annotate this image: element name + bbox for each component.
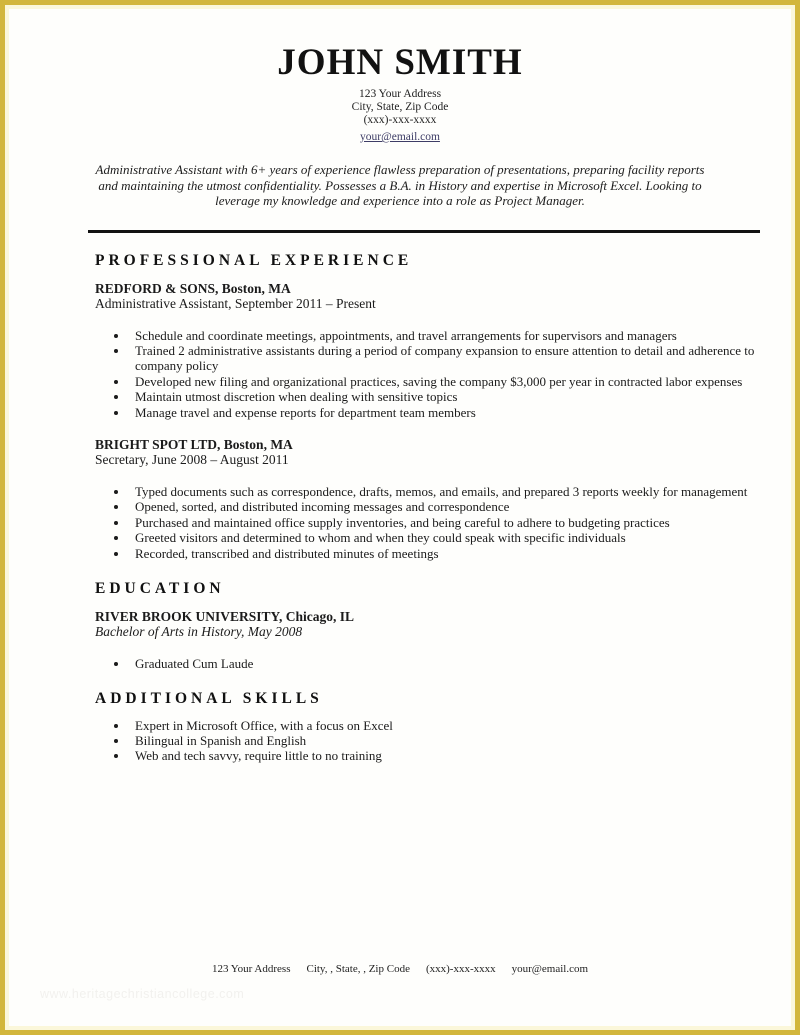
- candidate-name: JOHN SMITH: [277, 42, 523, 83]
- skill-bullet-item: • Bilingual in Spanish and English: [129, 734, 760, 749]
- company-name: BRIGHT SPOT LTD, Boston, MA: [95, 436, 293, 452]
- job-bullet-item: • Greeted visitors and determined to whom and when they could speak with specific individuals: [129, 530, 760, 545]
- section-title-education: EDUCATION: [95, 579, 225, 597]
- summary-paragraph: Administrative Assistant with 6+ years of experience flawless preparation of presentations, preparing facility reports and maintaining the utmost confidentiality. Possesses a B.A. in History and expertise in Microsoft Excel. Looking to leverage my knowledge and experience into a role as Project Manager.: [95, 162, 705, 208]
- school-name: RIVER BROOK UNIVERSITY, Chicago, IL: [95, 608, 355, 624]
- job-bullet-item: • Opened, sorted, and distributed incoming messages and correspondence: [129, 499, 760, 514]
- job-bullet-item: • Trained 2 administrative assistants during a period of company expansion to ensure attention to detail and adherence to company policy: [129, 343, 760, 374]
- degree-line: Bachelor of Arts in History, May 2008: [95, 624, 303, 640]
- job-entry-bright-spot: [95, 437, 760, 561]
- skill-bullet-item: • Web and tech savvy, require little to no training: [129, 749, 760, 764]
- footer-phone: (xxx)-xxx-xxxx: [425, 963, 496, 975]
- company-name: REDFORD & SONS, Boston, MA: [95, 280, 291, 296]
- job-bullet-item: • Schedule and coordinate meetings, appointments, and travel arrangements for supervisors and managers: [129, 328, 760, 343]
- address-line-1: 123 Your Address: [358, 88, 442, 100]
- education-entry: [95, 609, 760, 671]
- email-link[interactable]: your@email.com: [360, 131, 440, 143]
- footer-email: your@email.com: [511, 963, 589, 975]
- section-title-skills: ADDITIONAL SKILLS: [95, 690, 323, 708]
- job-bullet-item: • Manage travel and expense reports for department team members: [129, 405, 760, 420]
- resume-body: [95, 252, 760, 764]
- job-bullet-list: [95, 328, 760, 420]
- job-role-dates: Administrative Assistant, September 2011 – Present: [95, 296, 376, 311]
- header-divider-rule: [88, 230, 760, 233]
- watermark-text: www.heritagechristiancollege.com: [40, 987, 245, 1001]
- footer-address: 123 Your Address: [211, 963, 291, 975]
- resume-header: [5, 5, 795, 145]
- job-bullet-item: • Maintain utmost discretion when dealing with sensitive topics: [129, 389, 760, 404]
- job-entry-redford: [95, 281, 760, 420]
- job-bullet-item: • Purchased and maintained office supply inventories, and being careful to adhere to budgeting practices: [129, 515, 760, 530]
- footer-city-state-zip: City, , State, , Zip Code: [306, 963, 410, 975]
- phone-number: (xxx)-xxx-xxxx: [363, 114, 437, 126]
- resume-footer: [5, 963, 795, 975]
- skill-bullet-item: • Expert in Microsoft Office, with a focus on Excel: [129, 719, 760, 734]
- section-title-experience: PROFESSIONAL EXPERIENCE: [95, 251, 413, 269]
- education-bullet-item: • Graduated Cum Laude: [129, 656, 760, 671]
- address-line-2: City, State, Zip Code: [351, 101, 449, 113]
- job-bullet-list: [95, 484, 760, 561]
- education-bullet-list: [95, 656, 760, 671]
- job-role-dates: Secretary, June 2008 – August 2011: [95, 452, 289, 468]
- job-bullet-item: • Typed documents such as correspondence, drafts, memos, and emails, and prepared 3 reports weekly for management: [129, 484, 760, 499]
- job-bullet-item: • Developed new filing and organizational practices, saving the company $3,000 per year in contracted labor expenses: [129, 374, 760, 389]
- job-bullet-item: • Recorded, transcribed and distributed minutes of meetings: [129, 546, 760, 561]
- skills-bullet-list: [95, 719, 760, 763]
